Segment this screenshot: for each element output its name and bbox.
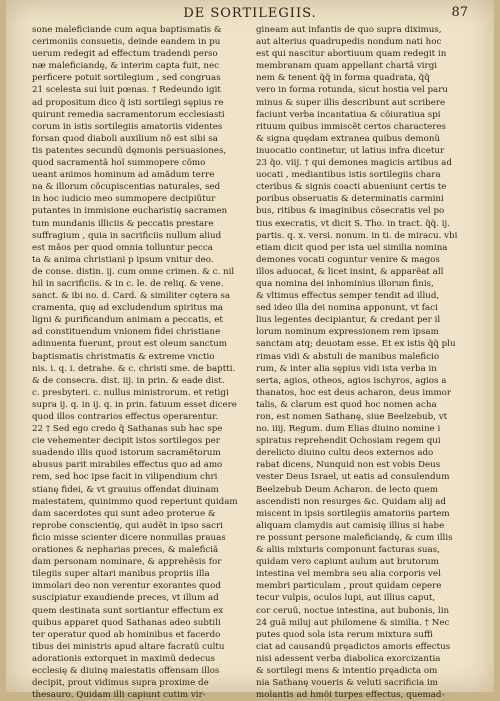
text-line: demones vocati coguntur venire & magos bbox=[256, 254, 440, 265]
text-line: lorum nominum expressionem rem ipsam bbox=[256, 327, 439, 338]
text-line: & aliis mixturis componunt facturas suas, bbox=[256, 545, 440, 556]
text-line: sone maleficiande cum aqua baptismatis & bbox=[32, 25, 222, 35]
text-line: quem destinata sunt sortiantur effectum ex bbox=[32, 605, 224, 616]
text-line: hil in sacrificiis. & in c. le. de reliq. & vene. bbox=[32, 278, 224, 289]
text-line: ecclesię & diuinę maiestatis offensam illos bbox=[32, 665, 220, 676]
text-line: nem & tenent q̃q̃ in forma quadrata, q̃q̃ bbox=[256, 73, 430, 84]
text-line: & signa quędam extranea quibus demonũ bbox=[256, 133, 441, 144]
text-line: de conse. distin. ij. cum omne crimen. & c. nil bbox=[32, 266, 235, 277]
text-line: rabat dicens, Nunquid non est vobis Deus bbox=[256, 460, 441, 471]
text-line: partis. q. x. versi. nonum. in ti. de miracu. vbi bbox=[256, 230, 458, 241]
text-line: decipit, prout vidimus supra proxime de bbox=[32, 678, 209, 689]
text-line: intestina vel membra seu alia corporis vel bbox=[256, 569, 441, 580]
text-line: dam sacerdotes qui sunt adeo proterue & bbox=[32, 508, 216, 519]
text-line: quod illos contrarios effectus operarentur. bbox=[32, 412, 219, 422]
running-head: DE SORTILEGIIS. bbox=[183, 6, 317, 21]
text-line: minus & super illis describunt aut scribere bbox=[256, 97, 446, 108]
text-line: est mãos per quod omnia tolluntur pecca bbox=[32, 242, 213, 253]
text-line: vester Deus Israel, ut eatis ad consulendum bbox=[256, 472, 450, 483]
text-line: rum, & inter alia sępius vidi ista verba in bbox=[256, 363, 437, 374]
text-line: adorationis extorquet in maximũ dedecus bbox=[32, 653, 216, 664]
text-line: nisi adessent verba diabolica exorcizantia bbox=[256, 653, 441, 664]
text-line: suadendo illis quod istorum sacramẽtorum bbox=[32, 448, 221, 459]
text-line: aliquam clamydis aut camisię illius si habe bbox=[256, 520, 445, 531]
text-line: supra ij. q. in ij. q. in prin. fatuum esset dicere bbox=[32, 399, 237, 410]
page-header bbox=[6, 4, 494, 26]
text-line: cerimoniis consuetis, deinde eandem in pu bbox=[32, 37, 221, 48]
text-line: adinuenta fuerunt, prout est oleum sanctum bbox=[32, 339, 227, 350]
text-line: quod sacramentã hoĩ summopere cõmo bbox=[32, 158, 206, 169]
text-line: cie vehementer decipit istos sortilegos per bbox=[32, 436, 220, 447]
text-line: in hoc iudicio meo summopere decipiũtur bbox=[32, 194, 216, 205]
text-line: poribus obseruatis & determinatis carmini bbox=[256, 194, 444, 205]
text-line: rem, sed hoc ipse facit in vilipendium chri bbox=[32, 472, 218, 483]
text-line: 21 scelesta sui luit pœnas. † Redeundo igit bbox=[32, 85, 221, 96]
text-line: ta & anima christiani p ipsum vnitur deo. bbox=[32, 254, 214, 265]
text-line: ciat ad causandũ pręadictos amoris effectus bbox=[256, 641, 451, 652]
text-line: molantis ad hmõi turpes effectus, quemad- bbox=[256, 690, 445, 701]
text-line: suscipiatur exaudiende preces, vt illum ad bbox=[32, 593, 219, 604]
text-line: & vltimus effectus semper tendit ad illud, bbox=[256, 291, 440, 302]
text-line: membranam quam appellant chartã virgi bbox=[256, 61, 438, 72]
text-line: rituum quibus immiscẽt certos characteres bbox=[256, 121, 446, 132]
text-line: quibus apparet quod Sathanas adeo subtili bbox=[32, 617, 221, 628]
text-line: tilegiis super altari manibus propriis illa bbox=[32, 569, 210, 580]
text-line: sanctam atq; deuotam esse. Et ex istis q̃q̃ plu bbox=[256, 339, 456, 350]
page-number: 87 bbox=[451, 5, 468, 20]
text-line: ad constituendum vnionem fidei christiane bbox=[32, 327, 221, 338]
text-line: putes quod sola ista rerum mixtura suffi bbox=[256, 629, 433, 640]
text-line: cramenta, quę ad excludendum spiritus ma bbox=[32, 303, 224, 314]
text-line: na & illorum cõcupiscentias naturales, sed bbox=[32, 182, 221, 193]
text-line: uocati , mediantibus istis sortilegiis chara bbox=[256, 170, 441, 181]
text-line: forsan quod diaboli auxilium nõ est sibi sa bbox=[32, 133, 218, 144]
text-line: aut alterius quadrupedis nondum nati hoc bbox=[256, 37, 442, 48]
text-line: illos aduocat, & licet insint, & apparẽat alĩ bbox=[256, 266, 444, 277]
text-line: etiam dicit quod per ista uel similia nomina bbox=[256, 242, 448, 253]
text-line: immolari deo non verentur exorantes quod bbox=[32, 581, 221, 592]
right-column bbox=[256, 24, 471, 701]
text-line: putantes in immisione eucharistię sacramen bbox=[32, 206, 228, 217]
left-column bbox=[32, 24, 247, 701]
text-line: tecur vulpis, oculos lupi, aut illius caput, bbox=[256, 593, 436, 604]
text-line: ligni & purificandum animam a peccatis, et bbox=[32, 315, 223, 326]
text-line: no. iiij. Regum. dum Elias diuino nomine i bbox=[256, 424, 441, 435]
text-line: corum in istis sortilegiis amatoriis videntes bbox=[32, 121, 223, 132]
text-line: est qui nascitur abortiuum quam redegit in bbox=[256, 49, 447, 60]
text-line: næ maleficiandę, & interim capta fuit, nec bbox=[32, 61, 219, 72]
text-line: & sortilegi mens & intentio pręadicta om bbox=[256, 665, 438, 676]
text-line: 22 † Sed ego credo q̃ Sathanas sub hac spe bbox=[32, 424, 223, 435]
text-line: dam personam nominare, & apprehẽsis for bbox=[32, 557, 222, 568]
text-line: talis, & clarum est quod hoc nomen acha bbox=[256, 399, 437, 410]
text-line: ficio misse scienter dicere nonnullas prauas bbox=[32, 532, 226, 543]
text-line: tis patentes secundũ dęmonis persuasiones, bbox=[32, 145, 227, 156]
book-page bbox=[6, 0, 494, 701]
text-line: thanatos, hoc est deus acharon, deus immor bbox=[256, 387, 452, 398]
text-line: cteribus & signis coacti abueniunt certis te bbox=[256, 182, 447, 193]
text-line: 23 q̃o. viij. † qui demones magicis artibus ad bbox=[256, 158, 452, 169]
text-line: ueant animos hominum ad amãdum terre bbox=[32, 170, 215, 181]
text-line: uerum redegit ad effectum tradendi perso bbox=[32, 49, 218, 60]
text-line: ter operatur quod ab hominibus et facerdo bbox=[32, 629, 221, 640]
text-line: vero in forma rotunda, sicut hostia vel paru bbox=[256, 85, 448, 96]
text-line: ad propositum dico q̃ isti sortilegi sępius re bbox=[32, 97, 224, 108]
text-line: abusus parit mirabiles effectus quo ad amo bbox=[32, 460, 223, 471]
text-line: nia Sathanę voueris & veluti sacrificia im bbox=[256, 678, 439, 689]
text-line: ron, est nomen Sathanę, siue Beelzebub, vt bbox=[256, 412, 448, 422]
text-line: maiestatem, quinimmo quod reperiunt quidam bbox=[32, 496, 238, 507]
text-line: stianę fidei, & vt grauius offendat diuinam bbox=[32, 484, 219, 495]
text-line: bus, ritibus & imaginibus cõsecratis vel po bbox=[256, 206, 445, 217]
text-line: 24 guã miluj aut philomene & similia. † Nec bbox=[256, 617, 450, 628]
text-line: suffragium , quia in sacrificiis nullum aliud bbox=[32, 230, 222, 241]
text-line: rimas vidi & abstuli de manibus maleficio bbox=[256, 351, 440, 362]
text-line: quidam vero capiunt aulum aut brutorum bbox=[256, 557, 439, 568]
text-line: derelicto diuino cultu deos externos ado bbox=[256, 448, 434, 459]
text-line: sed ideo illa dei nomina apponunt, vt faci bbox=[256, 303, 438, 314]
text-line: re possunt persone maleficiandę, & cum illis bbox=[256, 532, 453, 543]
text-line: quirunt remedia sacramentorum ecclesiasti bbox=[32, 109, 225, 120]
text-line: ascendisti non resurges &c. Quidam alij ad bbox=[256, 496, 446, 507]
text-line: membri particulam , prout quidam cepere bbox=[256, 581, 442, 592]
text-line: reprobe conscientię, qui audẽt in ipso sacri bbox=[32, 520, 223, 531]
text-line: c. presbyteri. c. nullus ministrorum. et retigi bbox=[32, 387, 229, 398]
text-line: sanct. & ibi no. d. Card. & similiter cętera sa bbox=[32, 291, 231, 302]
text-line: perficere potuit sortilegium , sed congruas bbox=[32, 73, 221, 84]
text-line: thesauro. Quidam illi capiunt cutim vir- bbox=[32, 690, 206, 701]
text-line: faciunt verba incantatiua & cõiuratiua spi bbox=[256, 109, 441, 120]
text-line: nis. i. q. i. detrahe. & c. christi sme. de baptti. bbox=[32, 363, 236, 374]
text-line: tius execratis, vt dicit S. Tho. in tract. q̃q̃. ij. bbox=[256, 218, 450, 229]
text-line: lius legentes decipiantur, & credant per il bbox=[256, 315, 441, 326]
text-line: Beelzebub Deum Acharon. de lecto quem bbox=[256, 484, 439, 495]
text-line: cor ceruũ, noctue intestina, aut bubonis, lin bbox=[256, 605, 450, 616]
text-line: qua nomina dei inhominius illorum finis, bbox=[256, 278, 434, 289]
text-line: & de consecra. dist. iij. in prin. & eade dist. bbox=[32, 375, 225, 386]
text-line: orationes & nepharias preces, & maleficiã bbox=[32, 545, 219, 556]
text-line: tum mundanis illiciis & peccatis prestare bbox=[32, 218, 214, 229]
text-line: tibus dei ministris apud altare facratũ cultu bbox=[32, 641, 225, 652]
text-line: baptismatis christmatis & extreme vnctio bbox=[32, 351, 215, 362]
text-line: miscent in ipsis sortilegiis amatoriis partem bbox=[256, 508, 450, 519]
text-line: gineam aut infantis de quo supra diximus, bbox=[256, 25, 442, 35]
text-line: serta, agios, otheos, agios ischyros, agios a bbox=[256, 375, 447, 386]
text-line: spiratus reprehendit Ochosiam regem qui bbox=[256, 436, 441, 447]
text-line: inuocatio continetur, ut latius infra dicetur bbox=[256, 145, 445, 156]
